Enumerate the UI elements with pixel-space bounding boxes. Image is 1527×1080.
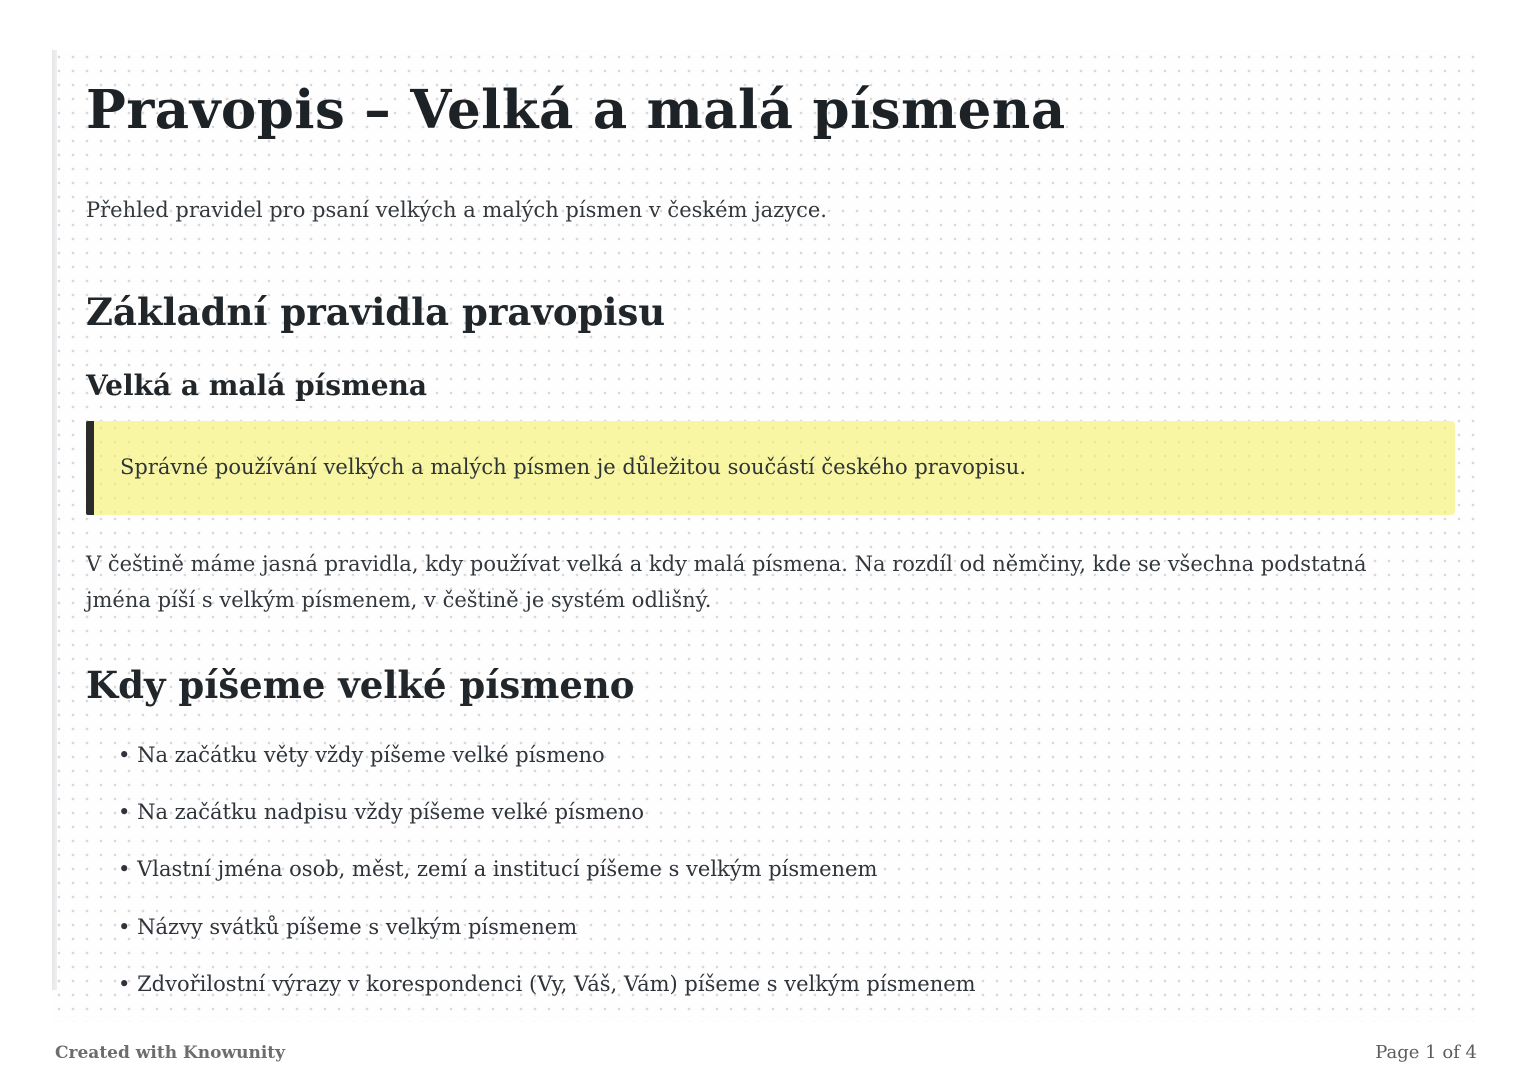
page-number: Page 1 of 4 <box>1375 1042 1477 1063</box>
sub-heading-upper-lower-case: Velká a malá písmena <box>86 368 428 402</box>
page-subtitle: Přehled pravidel pro psaní velkých a malých písmen v českém jazyce. <box>86 197 827 222</box>
note-page <box>52 50 1475 1022</box>
section-heading-basic-rules: Základní pravidla pravopisu <box>86 290 666 335</box>
list-item: • Na začátku věty vždy píšeme velké písmeno <box>118 741 1435 770</box>
list-item: • Vlastní jména osob, měst, zemí a institucí píšeme s velkým písmenem <box>118 855 1435 884</box>
highlight-callout <box>86 421 1455 514</box>
intro-paragraph: V češtině máme jasná pravidla, kdy používat velká a kdy malá písmena. Na rozdíl od němčiny, kde se všechna podstatná jména píší s velkým písmenem, v češtině je systém odlišný. <box>86 551 1367 613</box>
capital-letter-rules-list <box>86 741 1435 1000</box>
list-item: • Zdvořilostní výrazy v korespondenci (Vy, Váš, Vám) píšeme s velkým písmenem <box>118 970 1435 999</box>
list-item: • Na začátku nadpisu vždy píšeme velké písmeno <box>118 798 1435 827</box>
callout-text: Správné používání velkých a malých písmen je důležitou součástí českého pravopisu. <box>120 455 1027 480</box>
page-edge-shadow <box>52 50 57 990</box>
footer-branding: Created with Knowunity <box>55 1043 286 1063</box>
section-heading-capital-letters: Kdy píšeme velké písmeno <box>86 663 635 708</box>
list-item: • Názvy svátků píšeme s velkým písmenem <box>118 913 1435 942</box>
page-title: Pravopis – Velká a malá písmena <box>86 79 1066 141</box>
page-footer <box>55 1042 1477 1063</box>
